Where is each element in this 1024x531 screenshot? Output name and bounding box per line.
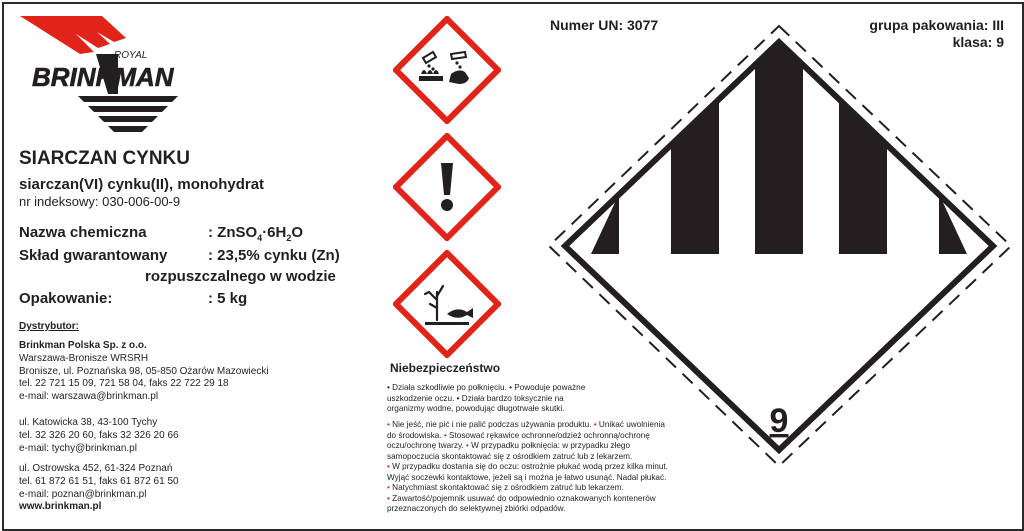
un-number: Numer UN: 3077 [550,17,659,33]
class-9-digit: 9 [769,402,789,440]
precaution-line: • W przypadku dostania się do oczu: ostrożnie płukać wodą przez kilka minut. [387,462,668,471]
signal-word: Niebezpieczeństwo [390,361,501,375]
hazard-statements [387,383,732,415]
distributor-email: e-mail: poznan@brinkman.pl [19,488,147,500]
precaution-line: do środowiska. • Stosować rękawice ochronne/odzież ochronną/ochronę [387,430,650,440]
distributor-title: Dystrybutor: [19,321,80,332]
distributor-poznan [19,463,179,514]
brinkman-logo [18,14,198,134]
distributor-email: e-mail: tychy@brinkman.pl [19,442,137,454]
precaution-line: oczu/ochronę twarzy. • W przypadku połknięcia: w przypadku złego [387,441,631,450]
distributor-line: tel. 22 721 15 09, 721 58 04, faks 22 722 29 18 [19,378,229,390]
distributor-line: tel. 32 326 20 60, faks 32 326 20 66 [19,429,179,441]
precaution-line: Wyjąć soczewki kontaktowe, jeżeli są i można je łatwo usunąć. Nadal płukać. [387,472,667,482]
logo-brand-text: BRINKMAN [32,62,174,92]
hazard-line: uszkodzenie oczu. • Działa bardzo toksycznie na [387,393,564,403]
product-name: SIARCZAN CYNKU [19,148,190,169]
composition-value-2: rozpuszczalnego w wodzie [145,268,336,285]
distributor-company: Brinkman Polska Sp. z o.o. [19,340,147,351]
exclamation-mark-icon [393,133,501,241]
distributor-tychy [19,417,179,455]
precautionary-statements [387,420,732,515]
hazard-class: klasa: 9 [952,34,1004,50]
packaging-value: : 5 kg [208,290,248,307]
distributor-line: Bronisze, ul. Poznańska 98, 05-850 Ożarów Mazowiecki [19,365,269,377]
precaution-line: • Natychmiast skontaktować się z ośrodkiem zatruć lub lekarzem. [387,483,624,492]
distributor-line: Warszawa-Bronisze WRSRH [19,352,149,364]
hazard-line: organizmy wodne, powodując długotrwałe skutki. [387,404,565,413]
composition-label: Skład gwarantowany [19,247,168,264]
precaution-line: przeznaczonych do selektywnej zbiórki odpadów. [387,504,566,513]
precaution-line: • Zawartość/pojemnik usuwać do odpowiednio oznakowanych kontenerów [387,493,656,503]
distributor-hq [19,340,269,404]
product-subtitle: siarczan(VI) cynku(II), monohydrat [19,176,265,193]
logo-red-chevrons [20,16,126,54]
product-index: nr indeksowy: 030-006-00-9 [19,194,181,209]
logo-royal-text: ROYAL [114,50,148,61]
packing-group: grupa pakowania: III [869,17,1004,33]
precaution-line: samopoczucia skontaktować się z ośrodkiem zatruć lub z lekarzem. [387,451,633,461]
precaution-line: • Nie jeść, nie pić i nie palić podczas używania produktu. • Unikać uwolnienia [387,420,665,429]
packaging-label: Opakowanie: [19,290,113,307]
chem-name-label: Nazwa chemiczna [19,224,147,241]
distributor-email: e-mail: warszawa@brinkman.pl [19,391,159,403]
corrosion-icon [393,16,501,124]
hazard-line: • Działa szkodliwie po połknięciu. • Powoduje poważne [387,383,586,392]
distributor-line: ul. Ostrowska 452, 61-324 Poznań [19,463,173,474]
distributor-line: tel. 61 872 61 51, faks 61 872 61 50 [19,475,179,487]
distributor-website: www.brinkman.pl [19,501,102,513]
distributor-line: ul. Katowicka 38, 43-100 Tychy [19,417,158,428]
composition-value: : 23,5% cynku (Zn) [208,247,340,264]
chem-name-value: : $ZnSO_4\cdot 6H_2O$ [208,224,304,243]
environment-icon [393,250,501,358]
